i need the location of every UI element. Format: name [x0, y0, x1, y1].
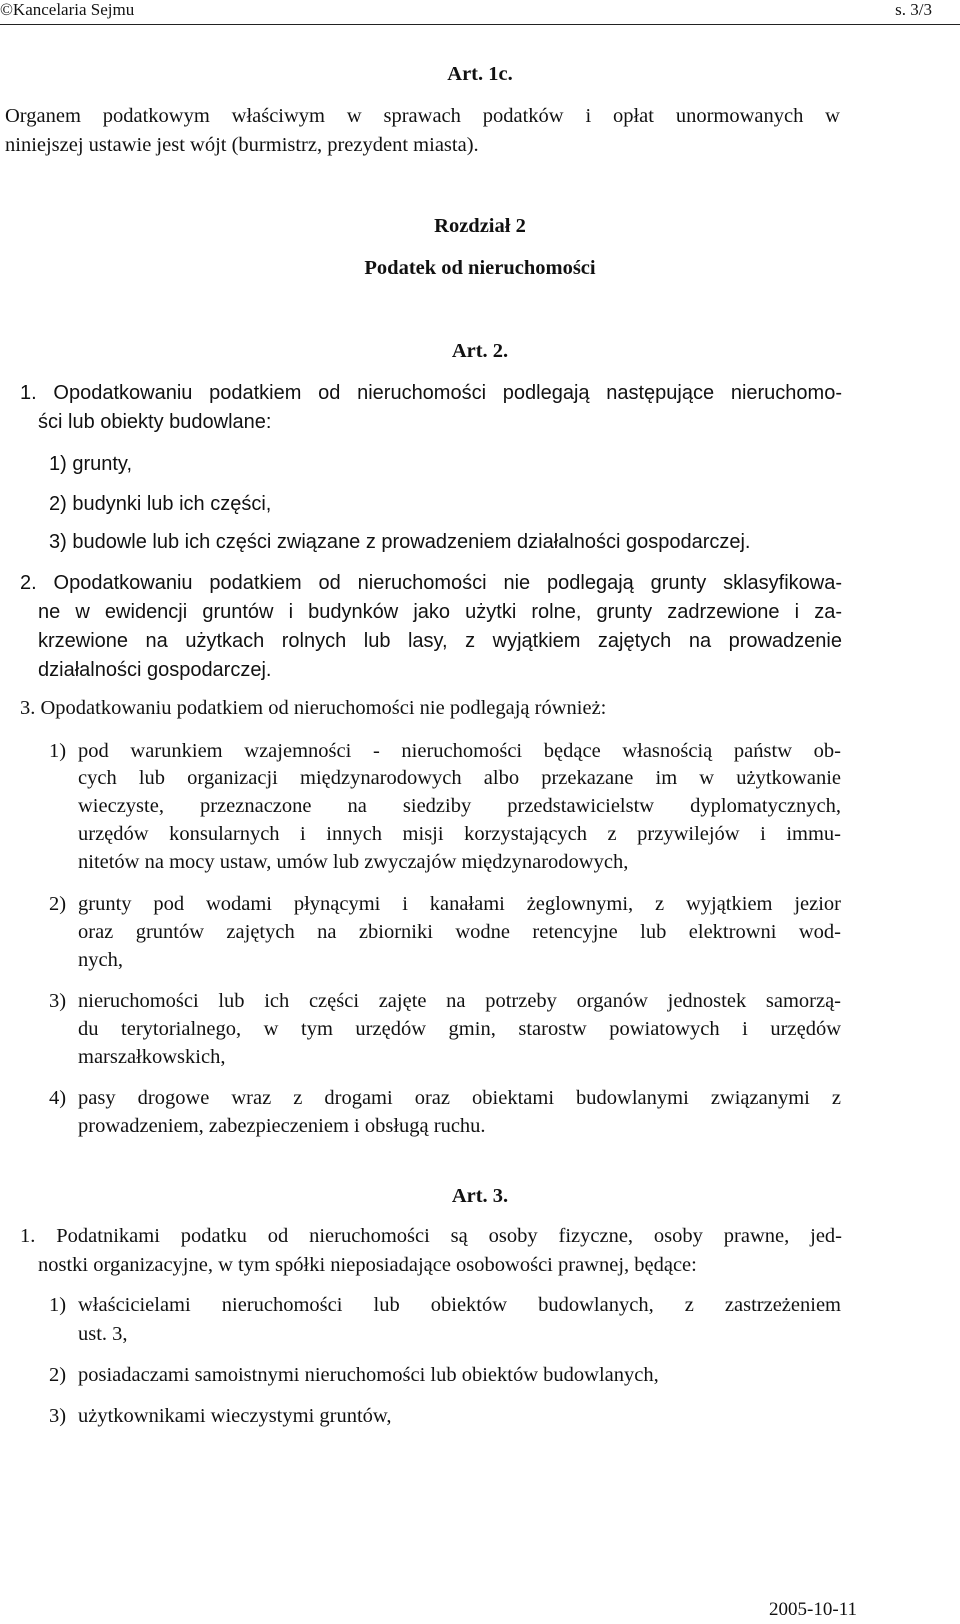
art3-item-line: właścicielami nieruchomości lub obiektów budowlanych, z zastrzeżeniem	[78, 1294, 841, 1316]
art2-title: Art. 2.	[451, 340, 509, 362]
art2-p1-line-2: ści lub obiekty budowlane:	[38, 411, 272, 433]
art3-item-line: użytkownikami wieczystymi gruntów,	[78, 1405, 392, 1427]
art1c-line-1: Organem podatkowym właściwym w sprawach podatków i opłat unormowanych w	[5, 105, 840, 127]
art2-p3-item-line: pasy drogowe wraz z drogami oraz obiektami budowlanymi związanymi z	[78, 1087, 841, 1109]
art2-p3-item-line: du terytorialnego, w tym urzędów gmin, starostw powiatowych i urzędów	[78, 1018, 841, 1040]
page-header	[0, 0, 960, 25]
art2-p3-item-line: pod warunkiem wzajemności - nieruchomości będące własnością państw ob-	[78, 740, 841, 762]
art2-p3-item-line: oraz gruntów zajętych na zbiorniki wodne retencyjne lub elektrowni wod-	[78, 921, 841, 943]
chapter-label: Rozdział 2	[434, 215, 526, 237]
footer-date: 2005-10-11	[769, 1599, 857, 1620]
art3-item-number: 1)	[49, 1294, 67, 1316]
header-page-number: s. 3/3	[895, 0, 932, 19]
chapter-name: Podatek od nieruchomości	[364, 257, 596, 279]
art3-p1-line-1: 1. Podatnikami podatku od nieruchomości są osoby fizyczne, osoby prawne, jed-	[20, 1225, 842, 1247]
art3-item-line: posiadaczami samoistnymi nieruchomości lub obiektów budowlanych,	[78, 1364, 659, 1386]
art2-p3-item-line: wieczyste, przeznaczone na siedziby przedstawicielstw dyplomatycznych,	[78, 795, 841, 817]
art3-item-line: ust. 3,	[78, 1323, 128, 1345]
art3-item-number: 2)	[49, 1364, 67, 1386]
art2-p3-item-number: 2)	[49, 893, 67, 915]
art2-p3-item-line: urzędów konsularnych i innych misji korzystających z przywilejów i immu-	[78, 823, 841, 845]
art2-p3-item-line: prowadzeniem, zabezpieczeniem i obsługą ruchu.	[78, 1115, 486, 1137]
art2-p2-line-1: 2. Opodatkowaniu podatkiem od nieruchomości nie podlegają grunty sklasyfikowa-	[20, 572, 842, 594]
art2-p3-item-line: nitetów na mocy ustaw, umów lub zwyczajów międzynarodowych,	[78, 851, 629, 873]
art2-p2-line-2: ne w ewidencji gruntów i budynków jako użytki rolne, grunty zadrzewione i za-	[38, 601, 842, 623]
art2-p3-intro: 3. Opodatkowaniu podatkiem od nieruchomości nie podlegają również:	[20, 697, 607, 719]
art2-p1-item: 1) grunty,	[49, 453, 132, 475]
art2-p3-item-line: marszałkowskich,	[78, 1046, 226, 1068]
art2-p1-line-1: 1. Opodatkowaniu podatkiem od nieruchomości podlegają następujące nieruchomo-	[20, 382, 842, 404]
art2-p3-item-line: nieruchomości lub ich części zajęte na potrzeby organów jednostek samorzą-	[78, 990, 841, 1012]
art2-p2-line-4: działalności gospodarczej.	[38, 659, 272, 681]
art2-p3-item-line: cych lub organizacji międzynarodowych albo przekazane im w użytkowanie	[78, 767, 841, 789]
art2-p1-item: 2) budynki lub ich części,	[49, 493, 272, 515]
art2-p1-item: 3) budowle lub ich części związane z prowadzeniem działalności gospodarczej.	[49, 531, 751, 553]
header-publisher: ©Kancelaria Sejmu	[0, 0, 135, 19]
art2-p3-item-line: nych,	[78, 949, 123, 971]
art2-p3-item-number: 1)	[49, 740, 67, 762]
art3-title: Art. 3.	[451, 1185, 509, 1207]
art2-p2-line-3: krzewione na użytkach rolnych lub lasy, z wyjątkiem zajętych na prowadzenie	[38, 630, 842, 652]
art1c-title: Art. 1c.	[447, 63, 513, 85]
art3-p1-line-2: nostki organizacyjne, w tym spółki nieposiadające osobowości prawnej, będące:	[38, 1254, 697, 1276]
art2-p3-item-number: 3)	[49, 990, 67, 1012]
art1c-line-2: niniejszej ustawie jest wójt (burmistrz, prezydent miasta).	[5, 134, 479, 156]
art2-p3-item-number: 4)	[49, 1087, 67, 1109]
art3-item-number: 3)	[49, 1405, 67, 1427]
art2-p3-item-line: grunty pod wodami płynącymi i kanałami żeglownymi, z wyjątkiem jezior	[78, 893, 841, 915]
